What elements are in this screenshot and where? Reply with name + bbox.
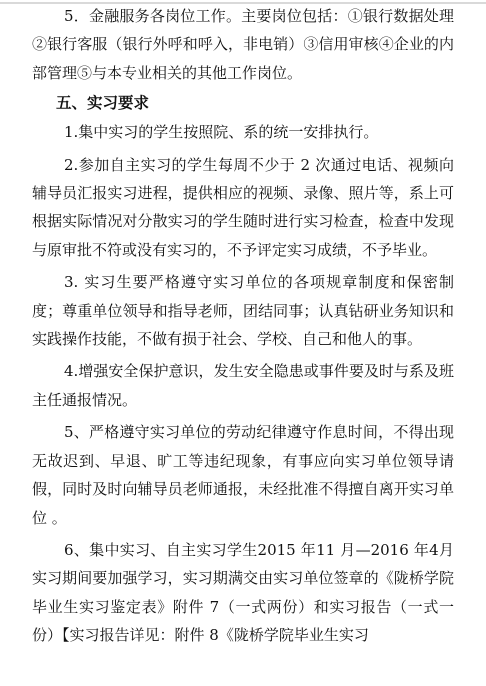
requirement-5: 5、严格遵守实习单位的劳动纪律遵守作息时间，不得出现无故迟到、早退、旷工等违纪现象，有事应向实习单位领导请假，同时及时向辅导员老师通报，未经批准不得擅自离开实习单位 。 xyxy=(32,423,454,527)
requirement-2: 2.参加自主实习的学生每周不少于 2 次通过电话、视频向辅导员汇报实习进程，提供相应的视频、录像、照片等，系上可根据实际情况对分散实习的学生随时进行实习检查，检查中发现与原审批不符或没有实习的，不予评定实习成绩，不予毕业。 xyxy=(32,155,454,259)
paragraph-job-positions: 5．金融服务各岗位工作。主要岗位包括：①银行数据处理②银行客服（银行外呼和呼入，非电销）③信用审核④企业的内部管理⑤与本专业相关的其他工作岗位。 xyxy=(32,7,454,82)
requirement-1: 1.集中实习的学生按照院、系的统一安排执行。 xyxy=(64,123,379,142)
page-top-rule xyxy=(0,2,486,4)
requirement-6: 6、集中实习、自主实习学生2015 年11 月—2016 年4月实习期间要加强学习，实习期满交由实习单位签章的《陇桥学院毕业生实习鉴定表》附件 7（一式两份）和实习报告（一式一份）【实习报告详见：附件 8《陇桥学院毕业生实习 xyxy=(32,540,454,645)
section-heading-internship-requirements: 五、实习要求 xyxy=(56,94,150,113)
requirement-4: 4.增强安全保护意识，发生安全隐患或事件要及时与系及班主任通报情况。 xyxy=(32,362,454,409)
requirement-3: 3. 实习生要严格遵守实习单位的各项规章制度和保密制度；尊重单位领导和指导老师，团结同事；认真钻研业务知识和实践操作技能，不做有损于社会、学校、自己和他人的事。 xyxy=(32,273,454,349)
document-page xyxy=(0,2,486,686)
